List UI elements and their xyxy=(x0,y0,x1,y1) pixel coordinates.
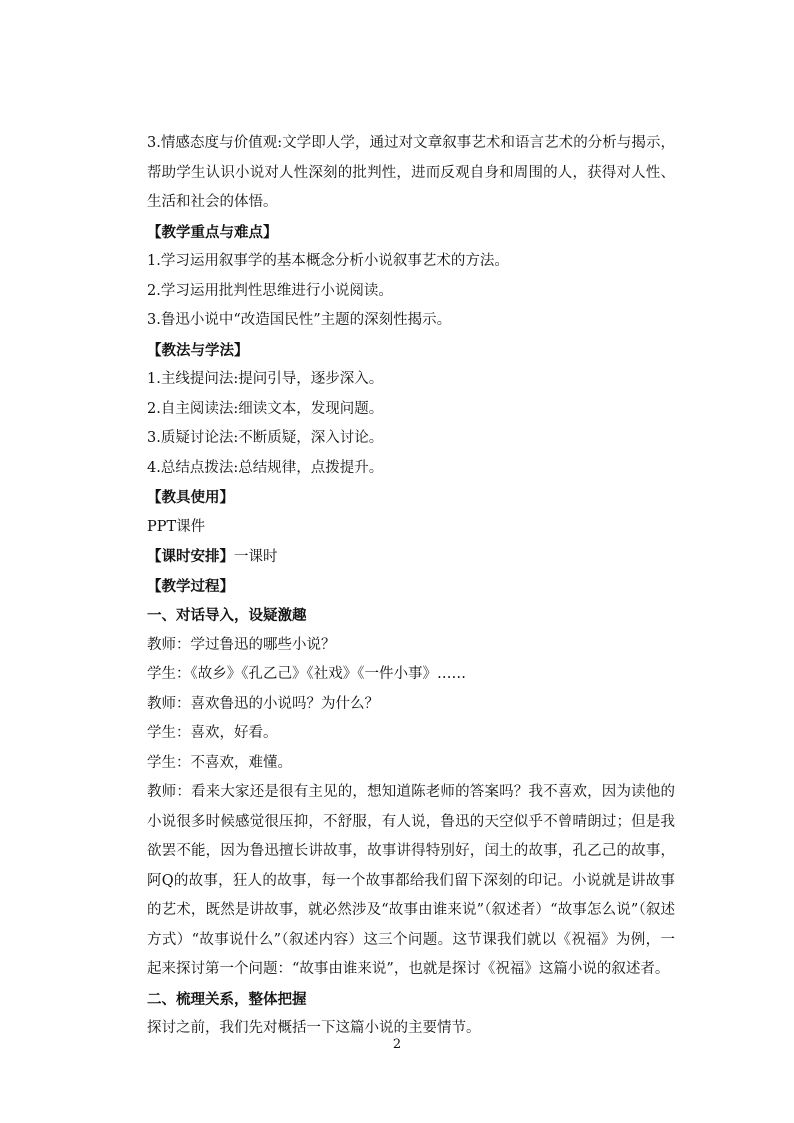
schedule-text: 一课时 xyxy=(234,549,278,565)
section-2-text: 探讨之前，我们先对概括一下这篇小说的主要情节。 xyxy=(147,1020,481,1036)
method-item-2: 2.自主阅读法:细读文本，发现问题。 xyxy=(147,400,384,417)
dialogue-line-3: 教师：喜欢鲁迅的小说吗？为什么？ xyxy=(147,695,379,712)
key-point-item-1: 1.学习运用叙事学的基本概念分析小说叙事艺术的方法。 xyxy=(147,253,509,269)
methods-heading: 【教法与学法】 xyxy=(147,341,249,359)
section-2-title: 二、梳理关系，整体把握 xyxy=(147,990,307,1008)
method-item-1: 1.主线提问法:提问引导，逐步深入。 xyxy=(147,371,384,387)
key-points-heading: 【教学重点与难点】 xyxy=(147,223,278,241)
dialogue-line-5: 学生：不喜欢，难懂。 xyxy=(147,754,292,771)
key-point-item-2: 2.学习运用批判性思维进行小说阅读。 xyxy=(147,282,393,299)
goal-item-3: 3.情感态度与价值观:文学即人学，通过对文章叙事艺术和语言艺术的分析与揭示，帮助学生认识小说对人性深刻的批判性，进而反观自身和周围的人，获得对人性、生活和社会的体悟。 xyxy=(147,135,675,210)
tools-heading: 【教具使用】 xyxy=(147,489,234,506)
key-point-item-3: 3.鲁迅小说中“改造国民性”主题的深刻性揭示。 xyxy=(147,312,452,328)
method-item-4: 4.总结点拨法:总结规律，点拨提升。 xyxy=(147,459,384,476)
teacher-paragraph: 教师：看来大家还是很有主见的，想知道陈老师的答案吗？我不喜欢，因为读他的小说很多时候感觉很压抑，不舒服，有人说，鲁迅的天空似乎不曾晴朗过；但是我欲罢不能，因为鲁迅擅长讲故事，故事讲得特别好，闰土的故事，孔乙己的故事，阿Q的故事，狂人的故事，每一个故事都给我们留下深刻的印记。小说就是讲故事的艺术，既然是讲故事，就必然涉及“故事由谁来说”（叙述者）“故事怎么说”（叙述方式）“故事说什么”（叙述内容）这三个问题。这节课我们就以《祝福》为例，一起来探讨第一个问题：“故事由谁来说”，也就是探讨《祝福》这篇小说的叙述者。 xyxy=(147,784,675,977)
dialogue-line-4: 学生：喜欢，好看。 xyxy=(147,725,278,741)
page-content xyxy=(119,129,675,1044)
schedule-heading: 【课时安排】 xyxy=(147,548,234,565)
tools-text: PPT课件 xyxy=(147,518,206,535)
method-item-3: 3.质疑讨论法:不断质疑，深入讨论。 xyxy=(147,430,384,446)
page-number: 2 xyxy=(392,1037,402,1052)
process-heading: 【教学过程】 xyxy=(147,577,234,595)
schedule-line xyxy=(119,542,675,572)
dialogue-line-2: 学生：《故乡》《孔乙己》《社戏》《一件小事》…… xyxy=(147,666,466,682)
section-1-title: 一、对话导入，设疑激趣 xyxy=(147,607,307,624)
dialogue-line-1: 教师：学过鲁迅的哪些小说？ xyxy=(147,636,336,653)
